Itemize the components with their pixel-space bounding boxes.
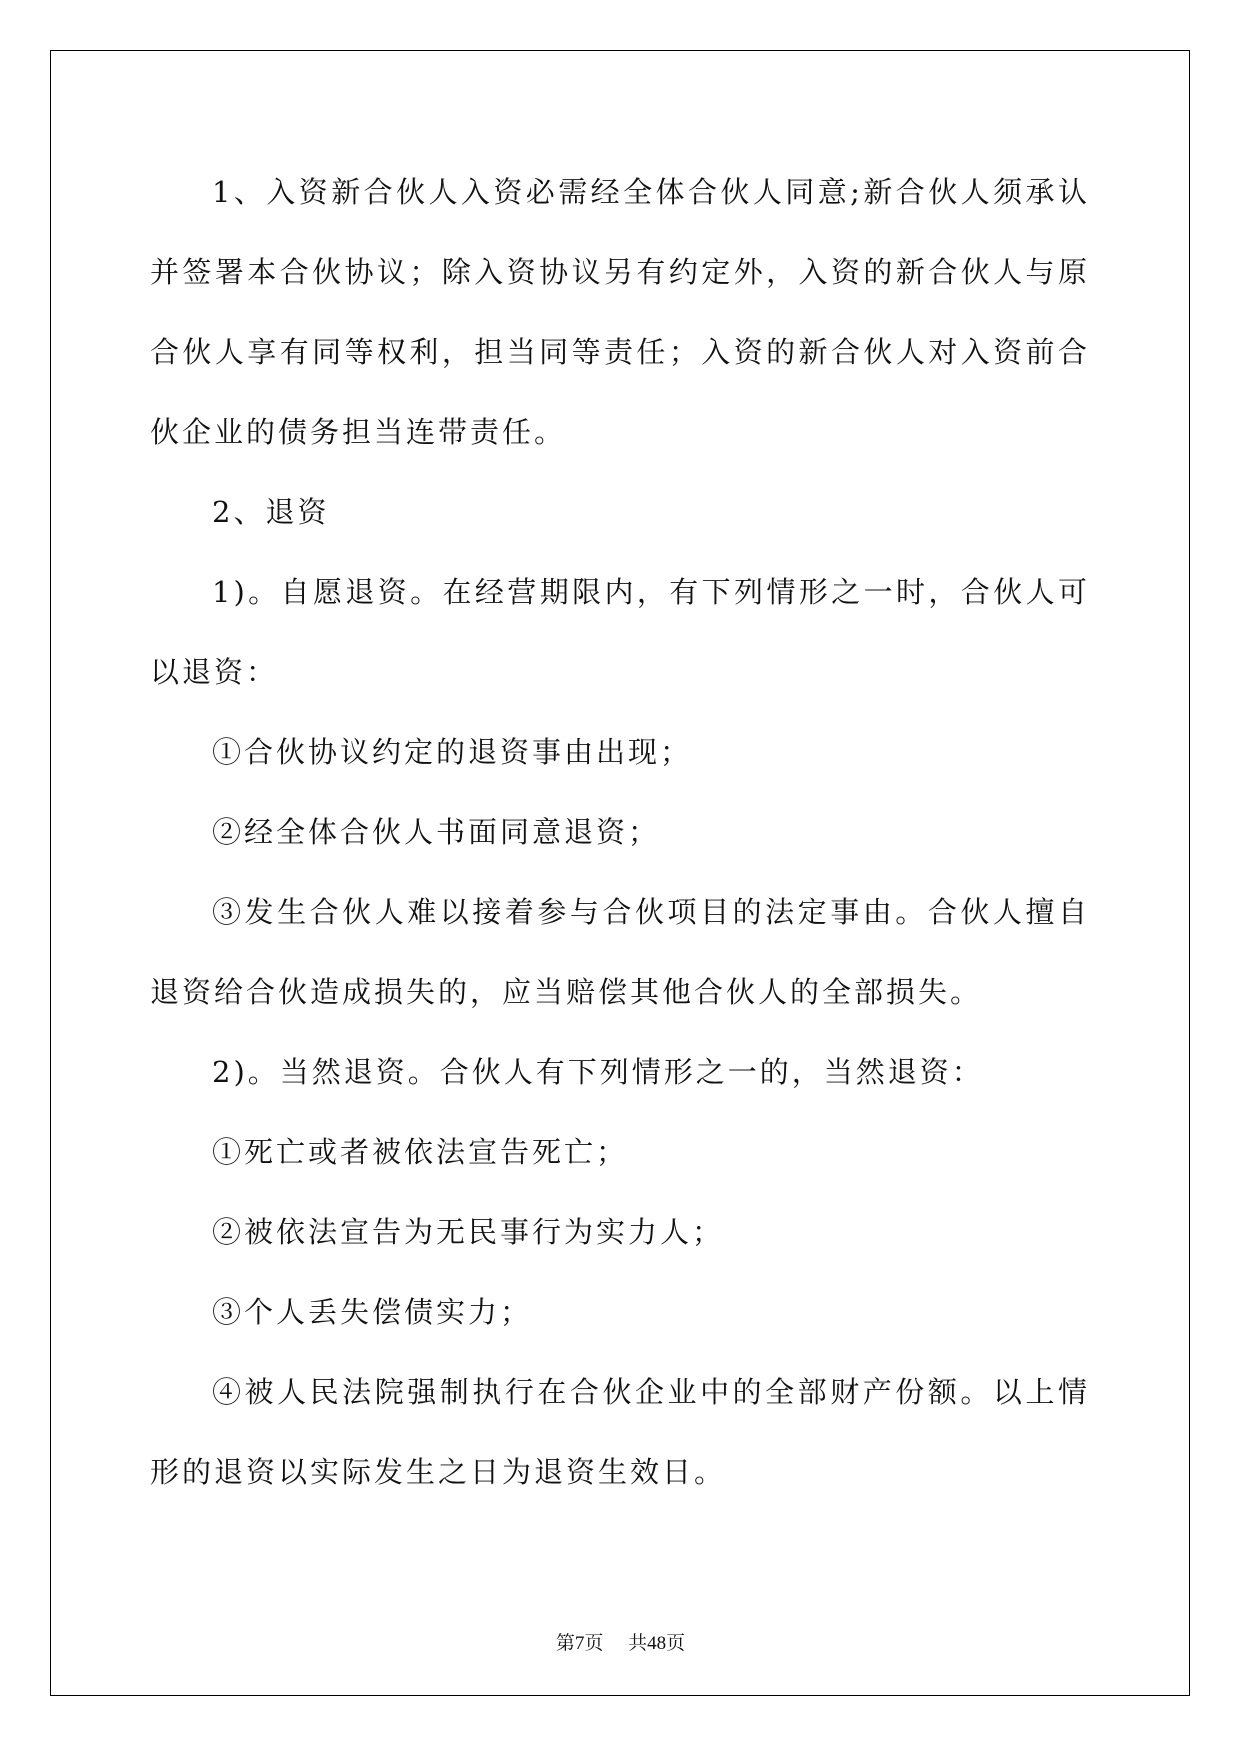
paragraph-automatic-withdrawal: 2)。当然退资。合伙人有下列情形之一的，当然退资： xyxy=(212,1055,984,1089)
list-item-voluntary-3: ③发生合伙人难以接着参与合伙项目的法定事由。合伙人擅自退资给合伙造成损失的，应当赔偿其他合伙人的全部损失。 xyxy=(150,895,1090,1009)
list-item-automatic-4: ④被人民法院强制执行在合伙企业中的全部财产份额。以上情形的退资以实际发生之日为退资生效日。 xyxy=(150,1375,1090,1489)
list-item-automatic-1: ①死亡或者被依法宣告死亡； xyxy=(212,1135,629,1169)
paragraph-voluntary-withdrawal: 1)。自愿退资。在经营期限内，有下列情形之一时，合伙人可以退资： xyxy=(150,575,1090,689)
list-item-automatic-2: ②被依法宣告为无民事行为实力人； xyxy=(212,1215,725,1249)
list-item-voluntary-2: ②经全体合伙人书面同意退资； xyxy=(212,815,661,849)
page-number-current: 第7页 xyxy=(555,1633,604,1654)
page-footer xyxy=(0,1628,1241,1655)
list-item-automatic-3: ③个人丢失偿债实力； xyxy=(212,1295,533,1329)
heading-withdrawal: 2、退资 xyxy=(212,495,330,529)
list-item-voluntary-1: ①合伙协议约定的退资事由出现； xyxy=(212,735,693,769)
paragraph-admission: 1、入资新合伙人入资必需经全体合伙人同意;新合伙人须承认并签署本合伙协议；除入资协议另有约定外，入资的新合伙人与原合伙人享有同等权利，担当同等责任；入资的新合伙人对入资前合伙企业的债务担当连带责任。 xyxy=(150,175,1090,449)
page-number-total: 共48页 xyxy=(628,1633,686,1654)
